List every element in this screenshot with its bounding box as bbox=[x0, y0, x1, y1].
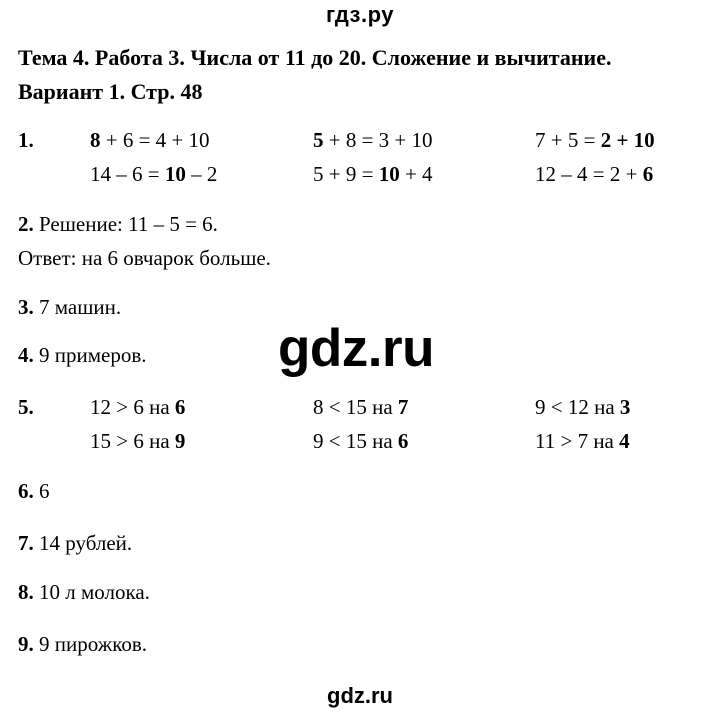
task9-line bbox=[18, 632, 147, 657]
task5-r1-c2-a: 8 < 15 на bbox=[313, 395, 398, 419]
task1-r2-c1 bbox=[90, 162, 217, 187]
task3-line bbox=[18, 295, 121, 320]
task7-line bbox=[18, 531, 132, 556]
task3-text: 7 машин. bbox=[33, 295, 122, 319]
task1-r1-c3 bbox=[535, 128, 655, 153]
task1-r1-c3-bold: 2 + 10 bbox=[600, 128, 655, 152]
task1-r1-c2-bold: 5 bbox=[313, 128, 324, 152]
task8-text: 10 л молока. bbox=[33, 580, 150, 604]
task7-number: 7. bbox=[18, 531, 34, 555]
task2-number: 2. bbox=[18, 212, 34, 236]
task1-r1-c3-lhs: 7 + 5 = bbox=[535, 128, 601, 152]
task5-r1-c2-bold: 7 bbox=[397, 395, 409, 419]
task1-r1-c2-rest: + 8 = 3 + 10 bbox=[323, 128, 433, 152]
task1-r2-c3-a: 12 – 4 = 2 + bbox=[535, 162, 643, 186]
task1-r1-c1 bbox=[90, 128, 210, 153]
task5-number: 5. bbox=[18, 395, 34, 419]
task5-r1-c1-bold: 6 bbox=[174, 395, 186, 419]
task1-number: 1. bbox=[18, 128, 34, 152]
page-title-line1: Тема 4. Работа 3. Числа от 11 до 20. Сложение и вычитание. bbox=[18, 45, 612, 70]
task1-r2-c2-c: + 4 bbox=[399, 162, 433, 186]
task5-r2-c1 bbox=[90, 429, 185, 454]
task3-number: 3. bbox=[18, 295, 34, 319]
task1-r2-c3 bbox=[535, 162, 653, 187]
task1-r2-c2-bold: 10 bbox=[378, 162, 400, 186]
task5-r2-c1-bold: 9 bbox=[174, 429, 186, 453]
task6-text: 6 bbox=[33, 479, 50, 503]
task1-r2-c1-bold: 10 bbox=[164, 162, 186, 186]
task4-text: 9 примеров. bbox=[33, 343, 147, 367]
task5-r2-c3-a: 11 > 7 на bbox=[535, 429, 620, 453]
task5-r2-c1-a: 15 > 6 на bbox=[90, 429, 175, 453]
footer-site-name: gdz.ru bbox=[327, 683, 393, 708]
task5-r2-c2-a: 9 < 15 на bbox=[313, 429, 398, 453]
task8-number: 8. bbox=[18, 580, 34, 604]
task9-number: 9. bbox=[18, 632, 34, 656]
task5-r1-c3-a: 9 < 12 на bbox=[535, 395, 620, 419]
watermark-logo: gdz.ru bbox=[278, 319, 434, 378]
task7-text: 14 рублей. bbox=[33, 531, 133, 555]
task8-line bbox=[18, 580, 150, 605]
task5-r2-c2-bold: 6 bbox=[397, 429, 409, 453]
task1-r2-c2-a: 5 + 9 = bbox=[313, 162, 379, 186]
task4-line bbox=[18, 343, 147, 368]
task5-r1-c2 bbox=[313, 395, 408, 420]
header-site-name: гдз.ру bbox=[326, 2, 394, 27]
task5-r1-c3 bbox=[535, 395, 630, 420]
task9-text: 9 пирожков. bbox=[33, 632, 148, 656]
task5-r2-c3 bbox=[535, 429, 630, 454]
task2-solution: Решение: 11 – 5 = 6. bbox=[33, 212, 218, 236]
task5-r1-c3-bold: 3 bbox=[619, 395, 631, 419]
task5-r2-c3-bold: 4 bbox=[619, 429, 630, 453]
task1-r2-c2 bbox=[313, 162, 433, 187]
task5-r2-c2 bbox=[313, 429, 408, 454]
task2-answer: Ответ: на 6 овчарок больше. bbox=[18, 246, 271, 270]
task1-r2-c1-c: – 2 bbox=[185, 162, 218, 186]
task1-r1-c1-bold: 8 bbox=[90, 128, 101, 152]
task2-solution-line bbox=[18, 212, 218, 237]
task1-r1-c1-rest: + 6 = 4 + 10 bbox=[100, 128, 210, 152]
task6-number: 6. bbox=[18, 479, 34, 503]
task5-r1-c1 bbox=[90, 395, 185, 420]
page-title-line2: Вариант 1. Стр. 48 bbox=[18, 79, 203, 104]
task1-r2-c1-a: 14 – 6 = bbox=[90, 162, 165, 186]
task6-line bbox=[18, 479, 50, 504]
task1-r1-c2 bbox=[313, 128, 433, 153]
task5-r1-c1-a: 12 > 6 на bbox=[90, 395, 175, 419]
task4-number: 4. bbox=[18, 343, 34, 367]
task1-r2-c3-bold: 6 bbox=[642, 162, 654, 186]
